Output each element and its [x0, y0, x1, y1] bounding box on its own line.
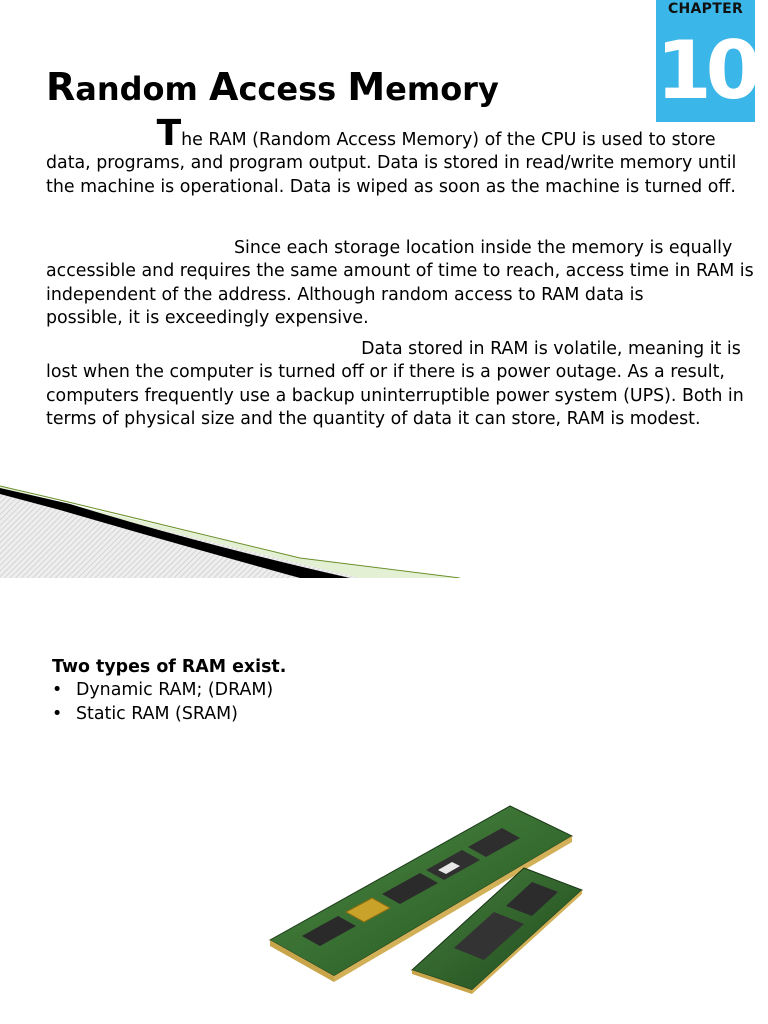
title-part: andom: [75, 70, 210, 108]
chapter-badge: [656, 0, 755, 122]
paragraph-ram-intro: [46, 113, 762, 199]
paragraph-access-time: Since each storage location inside the memory is equally accessible and requires the same amount of time to reach, access time in RAM is independent of the address. Although random access to RAM data is possible, it is exceedingly expensive.: [46, 238, 754, 328]
title-initial: A: [209, 65, 239, 109]
ram-types-section: [52, 656, 286, 726]
chapter-number: 10: [656, 24, 756, 117]
ram-modules-image: [262, 798, 592, 994]
bullet-icon: •: [52, 703, 63, 724]
paragraph-indent: [46, 130, 157, 150]
chapter-label: CHAPTER: [667, 1, 744, 17]
page-title: [46, 62, 499, 114]
ram-types-list: [52, 679, 286, 726]
title-initial: M: [347, 65, 386, 109]
list-item: [52, 703, 286, 726]
paragraph-text: he RAM (Random Access Memory) of the CPU is used to store data, programs, and program output. Data is stored in read/write memory until the machine is operational. Data is wiped as soon as the machine is turned off.: [46, 130, 737, 197]
bullet-icon: •: [52, 680, 63, 701]
decorative-swoosh: [0, 480, 460, 578]
title-initial: R: [46, 65, 76, 109]
list-item-text: Dynamic RAM; (DRAM): [76, 680, 274, 701]
title-part: ccess: [238, 70, 348, 108]
paragraph-volatile: Data stored in RAM is volatile, meaning it is lost when the computer is turned off or if there is a power outage. As a result, computers frequently use a backup uninterruptible power system (UPS). Both in terms of physical size and the quantity of data it can store, RAM is modest.: [46, 339, 744, 429]
drop-cap: T: [156, 113, 182, 154]
title-part: emory: [385, 70, 499, 108]
list-item-text: Static RAM (SRAM): [76, 703, 238, 724]
ram-types-heading: Two types of RAM exist.: [52, 657, 287, 677]
list-item: [52, 679, 286, 702]
